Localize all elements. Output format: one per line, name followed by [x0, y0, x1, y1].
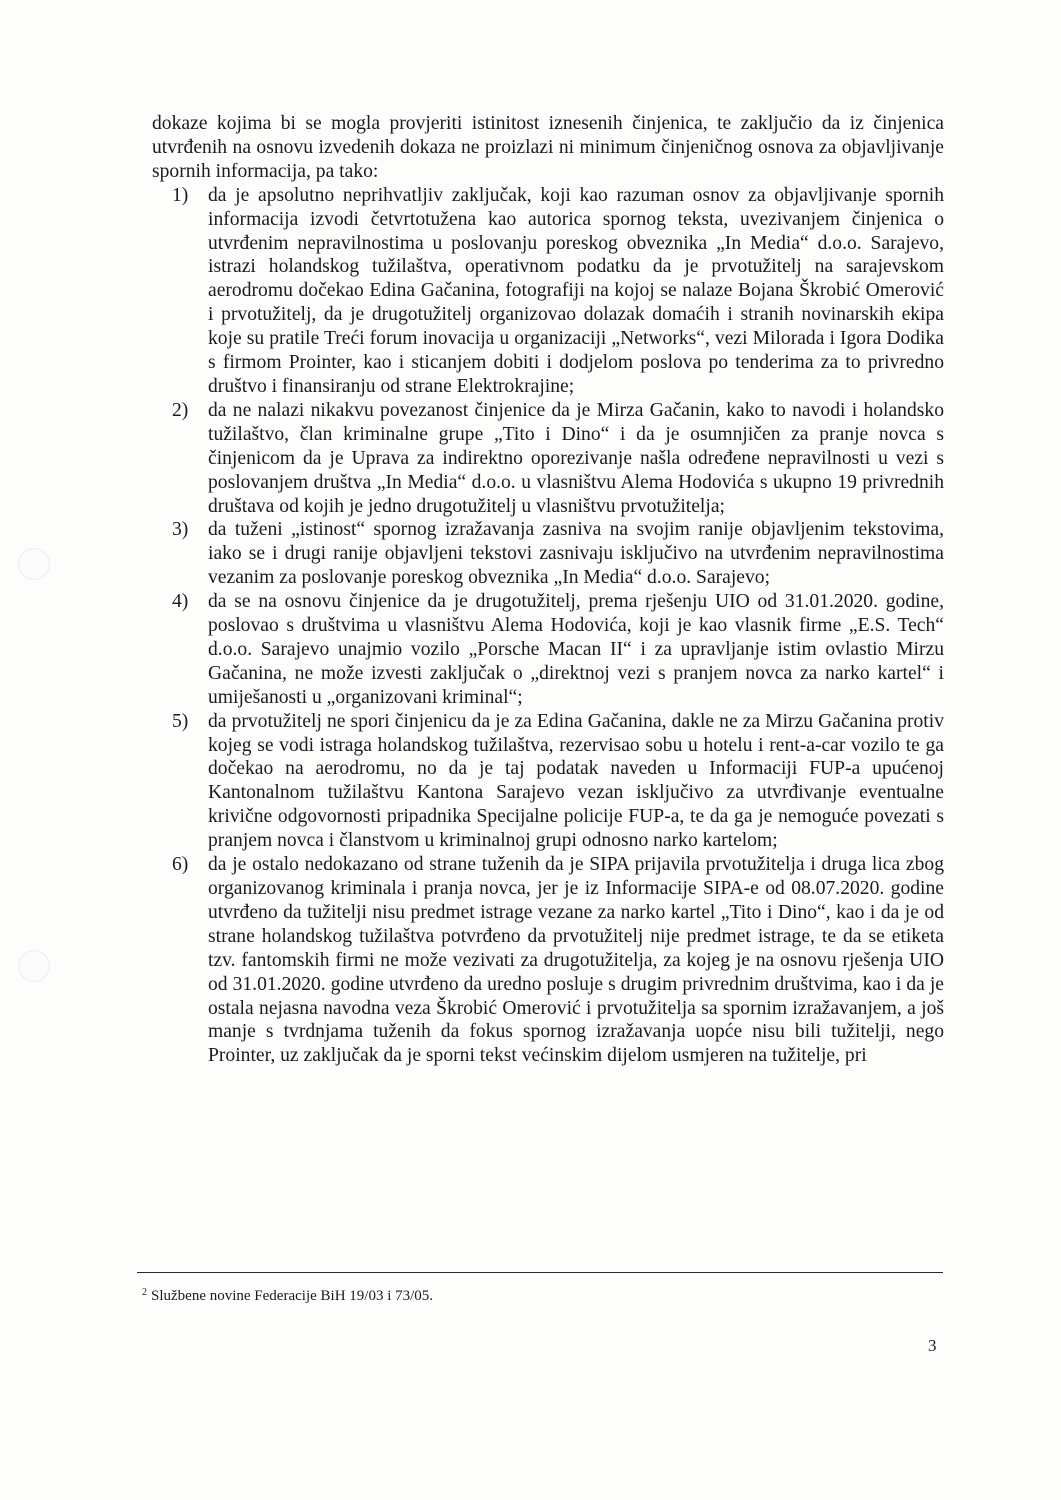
- list-item: [152, 518, 944, 590]
- list-item-number: 3): [172, 519, 189, 541]
- punch-hole-mark: [18, 950, 50, 982]
- list-item: [152, 590, 944, 710]
- footnote: [142, 1283, 433, 1306]
- body-text: [152, 112, 944, 1068]
- punch-hole-mark: [18, 548, 50, 580]
- numbered-list: [152, 184, 944, 1069]
- list-item-text: da prvotužitelj ne spori činjenicu da je za Edina Gačanina, dakle ne za Mirzu Gačanina protiv kojeg se vodi istraga holandskog tužilaštva, rezervisao sobu u hotelu i rent-a-car vozilo te ga dočekao na aerodromu, no da je taj podatak naveden u Informaciji FUP-a upućenoj Kantonalnom tužilaštvu Kantona Sarajevo vezan isključivo za utvrđivanje eventualne krivične odgovornosti pripadnika Specijalne policije FUP-a, te da ga je nemoguće povezati s pranjem novca i članstvom u kriminalnoj grupi odnosno narko kartelom;: [208, 710, 944, 852]
- intro-paragraph: dokaze kojima bi se mogla provjeriti istinitost iznesenih činjenica, te zaključio da iz činjenica utvrđenih na osnovu izvedenih dokaza ne proizlazi ni minimum činjeničnog osnova za objavljivanje spornih informacija, pa tako:: [152, 113, 944, 182]
- list-item-text: da ne nalazi nikakvu povezanost činjenice da je Mirza Gačanin, kako to navodi i holandsko tužilaštvo, član kriminalne grupe „Tito i Dino“ i da je osumnjičen za pranje novca s činjenicom da je Uprava za indirektno oporezivanje našla određene nepravilnosti u vezi s poslovanjem društva „In Media“ d.o.o. u vlasništvu Alema Hodovića s ukupno 19 privrednih društava od kojih je jedno drugotužitelj u vlasništvu prvotužitelja;: [208, 399, 944, 517]
- list-item-text: da se na osnovu činjenice da je drugotužitelj, prema rješenju UIO od 31.01.2020. godine, poslovao s društvima u vlasništvu Alema Hodovića, koji je kao vlasnik firme „E.S. Tech“ d.o.o. Sarajevo unajmio vozilo „Porsche Macan II“ i za upravljanje istim ovlastio Mirzu Gačanina, ne može izvesti zaključak o „direktnoj vezi s pranjem novca za narko kartel“ i umiješanosti u „organizovani kriminal“;: [208, 591, 944, 708]
- list-item: [152, 710, 944, 853]
- list-item-number: 2): [172, 399, 189, 421]
- footnote-text: Službene novine Federacije BiH 19/03 i 73/05.: [151, 1288, 434, 1304]
- list-item-text: da je apsolutno neprihvatljiv zaključak, koji kao razuman osnov za objavljivanje spornih informacija izvodi četvrtotužena kao autorica spornog teksta, uvezivanjem činjenica o utvrđenim nepravilnostima u poslovanju poreskog obveznika „In Media“ d.o.o. Sarajevo, istrazi holandskog tužilaštva, operativnom podatku da je prvotužitelj na sarajevskom aerodromu dočekao Edina Gačanina, fotografiji na kojoj se nalaze Bojana Škrobić Omerović i prvotužitelj, da je drugotužitelj organizovao dolazak domaćih i stranih novinarskih ekipa koje su pratile Treći forum inovacija u organizaciji „Networks“, vezi Milorada i Igora Dodika s firmom Prointer, kao i sticanjem dobiti i dodjelom poslova po tenderima za to privredno društvo i finansiranju od strane Elektrokrajine;: [208, 184, 944, 397]
- list-item-number: 1): [172, 184, 189, 206]
- footnote-marker: 2: [142, 1287, 147, 1298]
- list-item-number: 5): [172, 710, 189, 732]
- list-item: [152, 853, 944, 1068]
- list-item-text: da je ostalo nedokazano od strane tuženih da je SIPA prijavila prvotužitelja i druga lica zbog organizovanog kriminala i pranja novca, jer je iz Informacije SIPA-e od 08.07.2020. godine utvrđeno da tužitelji nisu predmet istrage vezane za narko kartel „Tito i Dino“, kao i da je od strane holandskog tužilaštva potvrđeno da prvotužitelj nije predmet istrage, te da se etiketa tzv. fantomskih firmi ne može vezivati za drugotužitelja, za kojeg je na osnovu rješenja UIO od 31.01.2020. godine utvrđeno da uredno posluje s drugim privrednim društvima, kao i da je ostala nejasna navodna veza Škrobić Omerović i prvotužitelja sa spornim izražavanjem, a još manje s tvrdnjama tuženih da fokus spornog izražavanja uopće nisu bili tužitelji, nego Prointer, uz zaključak da je sporni tekst većinskim dijelom usmjeren na tužitelje, pri: [208, 854, 944, 1067]
- list-item-number: 6): [172, 854, 189, 876]
- page-number: 3: [928, 1336, 937, 1355]
- list-item: [152, 399, 944, 519]
- footnote-divider: [137, 1272, 943, 1273]
- list-item-text: da tuženi „istinost“ spornog izražavanja zasniva na svojim ranije objavljenim tekstovima, iako se i drugi ranije objavljeni tekstovi zasnivaju isključivo na utvrđenim nepravilnostima vezanim za poslovanje poreskog obveznika „In Media“ d.o.o. Sarajevo;: [208, 519, 944, 589]
- list-item-number: 4): [172, 591, 189, 613]
- list-item: [152, 184, 944, 399]
